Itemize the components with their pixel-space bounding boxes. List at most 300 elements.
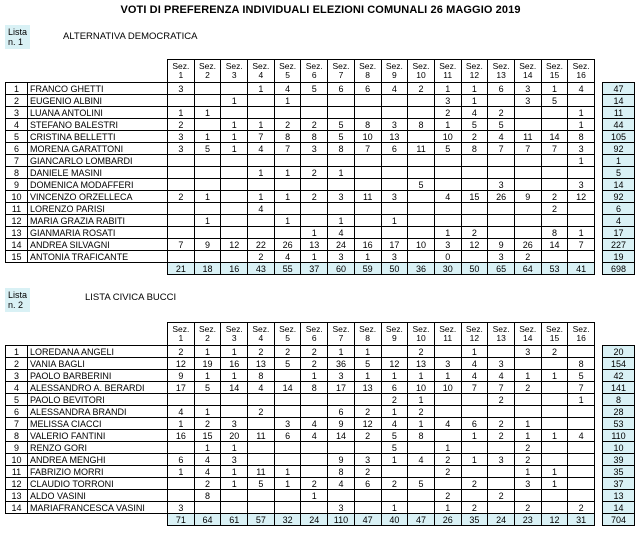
vote-cell: 5 xyxy=(194,143,221,155)
table-row xyxy=(6,418,635,430)
vote-cell: 1 xyxy=(274,95,301,107)
section-total: 47 xyxy=(408,514,435,526)
lista-label: Lista xyxy=(8,290,28,300)
candidate-name: FRANCO GHETTI xyxy=(28,83,168,95)
vote-cell xyxy=(328,107,355,119)
vote-cell: 26 xyxy=(488,191,515,203)
vote-cell: 12 xyxy=(568,191,595,203)
vote-cell: 10 xyxy=(408,382,435,394)
vote-cell: 13 xyxy=(381,131,408,143)
row-number: 2 xyxy=(6,95,28,107)
vote-cell xyxy=(354,155,381,167)
vote-cell xyxy=(488,478,515,490)
vote-cell xyxy=(568,215,595,227)
vote-cell xyxy=(461,466,488,478)
vote-cell xyxy=(461,394,488,406)
vote-cell xyxy=(514,215,541,227)
vote-cell xyxy=(408,203,435,215)
vote-cell: 2 xyxy=(514,382,541,394)
page-title: VOTI DI PREFERENZA INDIVIDUALI ELEZIONI COMUNALI 26 MAGGIO 2019 xyxy=(120,4,521,16)
section-header: Sez. 10 xyxy=(408,60,435,83)
vote-cell: 3 xyxy=(221,418,248,430)
candidate-name: MELISSA CIACCI xyxy=(28,418,168,430)
vote-cell xyxy=(568,442,595,454)
section-header: Sez. 15 xyxy=(541,60,568,83)
candidate-name: VINCENZO ORZELLECA xyxy=(28,191,168,203)
candidate-total: 37 xyxy=(603,478,635,490)
row-number: 4 xyxy=(6,119,28,131)
vote-cell: 2 xyxy=(461,478,488,490)
section-total: 110 xyxy=(328,514,355,526)
vote-cell xyxy=(168,167,195,179)
vote-cell xyxy=(568,478,595,490)
vote-cell: 22 xyxy=(248,239,275,251)
vote-cell: 15 xyxy=(194,430,221,442)
vote-cell xyxy=(301,454,328,466)
vote-cell xyxy=(248,442,275,454)
vote-cell: 8 xyxy=(541,227,568,239)
section-total: 55 xyxy=(274,263,301,275)
candidate-name: CRISTINA BELLETTI xyxy=(28,131,168,143)
vote-cell xyxy=(434,430,461,442)
section-total: 50 xyxy=(381,263,408,275)
row-number: 11 xyxy=(6,203,28,215)
vote-cell: 1 xyxy=(408,394,435,406)
vote-cell: 4 xyxy=(194,466,221,478)
vote-cell: 4 xyxy=(168,406,195,418)
vote-cell: 5 xyxy=(274,358,301,370)
vote-cell xyxy=(221,251,248,263)
section-header: Sez. 10 xyxy=(408,323,435,346)
candidate-total: 92 xyxy=(603,191,635,203)
vote-cell: 4 xyxy=(248,382,275,394)
section-header: Sez. 16 xyxy=(568,323,595,346)
vote-cell: 7 xyxy=(248,131,275,143)
vote-cell: 1 xyxy=(248,167,275,179)
vote-cell: 2 xyxy=(381,394,408,406)
table-row xyxy=(6,179,635,191)
vote-cell: 4 xyxy=(568,83,595,95)
candidate-name: ALESSANDRO A. BERARDI xyxy=(28,382,168,394)
vote-cell xyxy=(354,227,381,239)
candidate-total: 11 xyxy=(603,107,635,119)
candidate-total: 39 xyxy=(603,454,635,466)
vote-cell: 1 xyxy=(434,370,461,382)
vote-cell: 2 xyxy=(434,107,461,119)
vote-cell xyxy=(488,466,515,478)
section-header: Sez. 13 xyxy=(488,323,515,346)
vote-cell xyxy=(221,215,248,227)
table-row xyxy=(6,346,635,358)
section-header: Sez. 8 xyxy=(354,323,381,346)
vote-cell: 19 xyxy=(194,358,221,370)
vote-cell xyxy=(194,155,221,167)
vote-cell: 3 xyxy=(568,179,595,191)
vote-cell xyxy=(514,107,541,119)
candidate-name: VANIA BAGLI xyxy=(28,358,168,370)
vote-cell: 5 xyxy=(248,478,275,490)
vote-cell: 1 xyxy=(434,502,461,514)
vote-cell: 1 xyxy=(274,191,301,203)
vote-cell xyxy=(461,442,488,454)
candidate-name: MORENA GARATTONI xyxy=(28,143,168,155)
table-row xyxy=(6,442,635,454)
lista-number: n. 2 xyxy=(8,300,24,310)
section-total: 37 xyxy=(301,263,328,275)
section-header: Sez. 1 xyxy=(168,323,195,346)
section-total: 41 xyxy=(568,263,595,275)
vote-cell: 1 xyxy=(194,191,221,203)
vote-cell: 3 xyxy=(354,454,381,466)
vote-cell: 2 xyxy=(301,358,328,370)
candidate-total: 42 xyxy=(603,370,635,382)
vote-cell: 13 xyxy=(248,358,275,370)
vote-cell: 1 xyxy=(354,346,381,358)
vote-cell: 2 xyxy=(248,346,275,358)
row-number: 11 xyxy=(6,466,28,478)
vote-cell xyxy=(461,203,488,215)
vote-cell: 2 xyxy=(301,346,328,358)
vote-cell: 9 xyxy=(488,239,515,251)
vote-cell: 7 xyxy=(461,382,488,394)
table-row xyxy=(6,490,635,502)
table-row xyxy=(6,107,635,119)
candidate-name: MARIA GRAZIA RABITI xyxy=(28,215,168,227)
section-header: Sez. 9 xyxy=(381,60,408,83)
vote-cell: 1 xyxy=(568,119,595,131)
vote-cell xyxy=(248,502,275,514)
vote-cell xyxy=(274,107,301,119)
vote-cell: 8 xyxy=(568,358,595,370)
vote-cell: 1 xyxy=(434,227,461,239)
vote-cell xyxy=(354,107,381,119)
section-total: 47 xyxy=(354,514,381,526)
lista-label: Lista xyxy=(8,27,28,37)
candidate-name: PAOLO BEVITORI xyxy=(28,394,168,406)
vote-cell: 2 xyxy=(488,418,515,430)
candidate-name: EUGENIO ALBINI xyxy=(28,95,168,107)
vote-cell: 1 xyxy=(168,418,195,430)
vote-cell: 5 xyxy=(541,95,568,107)
vote-cell xyxy=(434,394,461,406)
vote-cell xyxy=(248,490,275,502)
candidate-total: 14 xyxy=(603,502,635,514)
table-row xyxy=(6,155,635,167)
section-total: 24 xyxy=(488,514,515,526)
vote-cell xyxy=(541,251,568,263)
row-number: 5 xyxy=(6,131,28,143)
vote-cell: 5 xyxy=(354,358,381,370)
vote-cell xyxy=(274,502,301,514)
candidate-total: 14 xyxy=(603,95,635,107)
vote-cell: 1 xyxy=(274,215,301,227)
vote-cell xyxy=(541,155,568,167)
vote-cell: 1 xyxy=(514,418,541,430)
lista-number: n. 1 xyxy=(8,37,24,47)
vote-cell xyxy=(328,490,355,502)
vote-cell: 1 xyxy=(381,406,408,418)
lista-badge-1 xyxy=(5,25,30,49)
vote-cell: 5 xyxy=(381,430,408,442)
row-number: 13 xyxy=(6,490,28,502)
section-header: Sez. 15 xyxy=(541,323,568,346)
vote-cell: 2 xyxy=(408,83,435,95)
vote-cell xyxy=(328,442,355,454)
vote-cell xyxy=(541,358,568,370)
section-total: 23 xyxy=(514,514,541,526)
vote-cell: 1 xyxy=(194,442,221,454)
vote-cell: 11 xyxy=(354,191,381,203)
vote-cell xyxy=(274,490,301,502)
grand-total: 698 xyxy=(603,263,635,275)
vote-cell: 10 xyxy=(408,239,435,251)
row-number: 7 xyxy=(6,418,28,430)
vote-cell: 2 xyxy=(168,119,195,131)
section-header: Sez. 13 xyxy=(488,60,515,83)
vote-cell xyxy=(541,406,568,418)
vote-cell: 3 xyxy=(514,478,541,490)
vote-cell xyxy=(168,95,195,107)
vote-cell xyxy=(541,442,568,454)
vote-cell xyxy=(194,119,221,131)
vote-cell: 4 xyxy=(194,454,221,466)
vote-cell: 2 xyxy=(248,406,275,418)
vote-cell xyxy=(488,346,515,358)
vote-cell: 11 xyxy=(514,131,541,143)
vote-cell: 1 xyxy=(568,155,595,167)
vote-cell xyxy=(221,167,248,179)
vote-cell: 2 xyxy=(461,502,488,514)
vote-cell: 1 xyxy=(461,454,488,466)
vote-cell xyxy=(221,155,248,167)
vote-cell: 3 xyxy=(168,83,195,95)
vote-cell: 2 xyxy=(541,203,568,215)
table-row xyxy=(6,119,635,131)
vote-cell xyxy=(354,215,381,227)
row-number: 12 xyxy=(6,478,28,490)
section-header: Sez. 4 xyxy=(248,60,275,83)
vote-cell xyxy=(221,490,248,502)
candidate-total: 227 xyxy=(603,239,635,251)
vote-cell xyxy=(541,502,568,514)
vote-cell xyxy=(434,346,461,358)
row-number: 14 xyxy=(6,502,28,514)
vote-cell xyxy=(514,155,541,167)
vote-cell: 1 xyxy=(434,442,461,454)
vote-cell: 1 xyxy=(221,466,248,478)
vote-cell xyxy=(248,227,275,239)
vote-cell xyxy=(274,227,301,239)
header-row xyxy=(6,60,635,83)
vote-cell xyxy=(568,466,595,478)
vote-cell xyxy=(408,95,435,107)
table-row xyxy=(6,406,635,418)
vote-cell xyxy=(434,203,461,215)
table-row xyxy=(6,454,635,466)
vote-cell: 1 xyxy=(514,466,541,478)
vote-cell: 6 xyxy=(461,418,488,430)
vote-cell: 1 xyxy=(248,119,275,131)
row-number: 10 xyxy=(6,454,28,466)
vote-cell xyxy=(301,107,328,119)
vote-cell: 4 xyxy=(301,430,328,442)
section-total: 26 xyxy=(434,514,461,526)
vote-cell xyxy=(328,179,355,191)
vote-cell: 6 xyxy=(274,430,301,442)
vote-cell: 1 xyxy=(194,131,221,143)
vote-cell: 4 xyxy=(461,358,488,370)
vote-cell: 8 xyxy=(328,143,355,155)
candidate-total: 17 xyxy=(603,227,635,239)
candidate-name: MARIAFRANCESCA VASINI xyxy=(28,502,168,514)
vote-cell xyxy=(514,119,541,131)
vote-cell: 11 xyxy=(248,430,275,442)
vote-cell: 2 xyxy=(488,430,515,442)
vote-cell: 8 xyxy=(248,370,275,382)
vote-cell xyxy=(408,490,435,502)
vote-cell: 3 xyxy=(514,346,541,358)
row-number: 9 xyxy=(6,179,28,191)
vote-cell: 16 xyxy=(168,430,195,442)
vote-cell xyxy=(354,179,381,191)
vote-cell: 1 xyxy=(328,167,355,179)
vote-cell: 6 xyxy=(328,406,355,418)
vote-cell: 2 xyxy=(541,346,568,358)
vote-cell: 1 xyxy=(221,478,248,490)
vote-cell: 14 xyxy=(274,382,301,394)
vote-cell xyxy=(301,179,328,191)
section-total: 24 xyxy=(301,514,328,526)
vote-cell: 1 xyxy=(541,430,568,442)
vote-cell: 8 xyxy=(301,382,328,394)
vote-cell: 2 xyxy=(488,394,515,406)
vote-cell: 1 xyxy=(381,370,408,382)
vote-cell xyxy=(488,227,515,239)
vote-cell: 1 xyxy=(568,227,595,239)
section-total: 35 xyxy=(461,514,488,526)
vote-cell: 1 xyxy=(461,346,488,358)
vote-cell xyxy=(514,167,541,179)
vote-cell xyxy=(568,346,595,358)
section-total: 30 xyxy=(434,263,461,275)
section-header: Sez. 12 xyxy=(461,323,488,346)
row-number: 14 xyxy=(6,239,28,251)
vote-cell: 0 xyxy=(434,251,461,263)
vote-cell xyxy=(541,382,568,394)
vote-cell xyxy=(568,167,595,179)
row-number: 6 xyxy=(6,143,28,155)
section-header: Sez. 4 xyxy=(248,323,275,346)
candidate-name: LUANA ANTOLINI xyxy=(28,107,168,119)
candidate-name: DOMENICA MODAFFERI xyxy=(28,179,168,191)
vote-cell xyxy=(541,119,568,131)
vote-cell: 16 xyxy=(221,358,248,370)
vote-cell: 2 xyxy=(301,167,328,179)
vote-cell: 2 xyxy=(168,346,195,358)
vote-cell: 1 xyxy=(221,131,248,143)
candidate-name: CLAUDIO TORRONI xyxy=(28,478,168,490)
vote-cell xyxy=(194,179,221,191)
vote-cell: 7 xyxy=(514,143,541,155)
vote-cell: 1 xyxy=(381,215,408,227)
vote-cell: 14 xyxy=(221,382,248,394)
vote-cell: 2 xyxy=(301,478,328,490)
table-row xyxy=(6,430,635,442)
vote-cell: 3 xyxy=(568,143,595,155)
vote-cell xyxy=(488,95,515,107)
preference-table-1 xyxy=(5,59,635,275)
table-row xyxy=(6,251,635,263)
table-row xyxy=(6,466,635,478)
vote-cell xyxy=(274,203,301,215)
vote-cell xyxy=(168,478,195,490)
vote-cell xyxy=(301,155,328,167)
vote-cell: 8 xyxy=(408,430,435,442)
vote-cell xyxy=(514,179,541,191)
vote-cell: 5 xyxy=(408,179,435,191)
vote-cell xyxy=(461,155,488,167)
vote-cell xyxy=(301,215,328,227)
vote-cell: 3 xyxy=(274,418,301,430)
candidate-name: FABRIZIO MORRI xyxy=(28,466,168,478)
vote-cell: 8 xyxy=(301,131,328,143)
vote-cell: 3 xyxy=(434,239,461,251)
vote-cell: 1 xyxy=(301,370,328,382)
vote-cell xyxy=(541,167,568,179)
vote-cell: 4 xyxy=(381,83,408,95)
vote-cell xyxy=(194,251,221,263)
vote-cell: 2 xyxy=(274,346,301,358)
vote-cell: 1 xyxy=(354,251,381,263)
vote-cell xyxy=(248,179,275,191)
vote-cell: 1 xyxy=(248,83,275,95)
vote-cell: 17 xyxy=(381,239,408,251)
vote-cell xyxy=(168,215,195,227)
vote-cell xyxy=(274,179,301,191)
vote-cell: 7 xyxy=(274,143,301,155)
table-row xyxy=(6,191,635,203)
vote-cell: 15 xyxy=(461,191,488,203)
candidate-total: 110 xyxy=(603,430,635,442)
vote-cell: 12 xyxy=(461,239,488,251)
vote-cell: 1 xyxy=(408,370,435,382)
vote-cell xyxy=(514,227,541,239)
vote-cell xyxy=(381,346,408,358)
candidate-name: LORENZO PARISI xyxy=(28,203,168,215)
vote-cell xyxy=(168,442,195,454)
vote-cell xyxy=(381,167,408,179)
vote-cell: 5 xyxy=(568,370,595,382)
section-total: 43 xyxy=(248,263,275,275)
section-total: 64 xyxy=(194,514,221,526)
row-number: 1 xyxy=(6,346,28,358)
table-row xyxy=(6,95,635,107)
table-row xyxy=(6,358,635,370)
vote-cell: 3 xyxy=(434,358,461,370)
vote-cell: 14 xyxy=(328,430,355,442)
vote-cell: 1 xyxy=(434,119,461,131)
vote-cell xyxy=(301,95,328,107)
section-total: 32 xyxy=(274,514,301,526)
vote-cell xyxy=(461,251,488,263)
vote-cell: 1 xyxy=(221,143,248,155)
section-total: 50 xyxy=(461,263,488,275)
vote-cell: 3 xyxy=(168,502,195,514)
vote-cell: 2 xyxy=(408,406,435,418)
vote-cell: 4 xyxy=(568,430,595,442)
vote-cell: 14 xyxy=(541,239,568,251)
vote-cell xyxy=(248,107,275,119)
